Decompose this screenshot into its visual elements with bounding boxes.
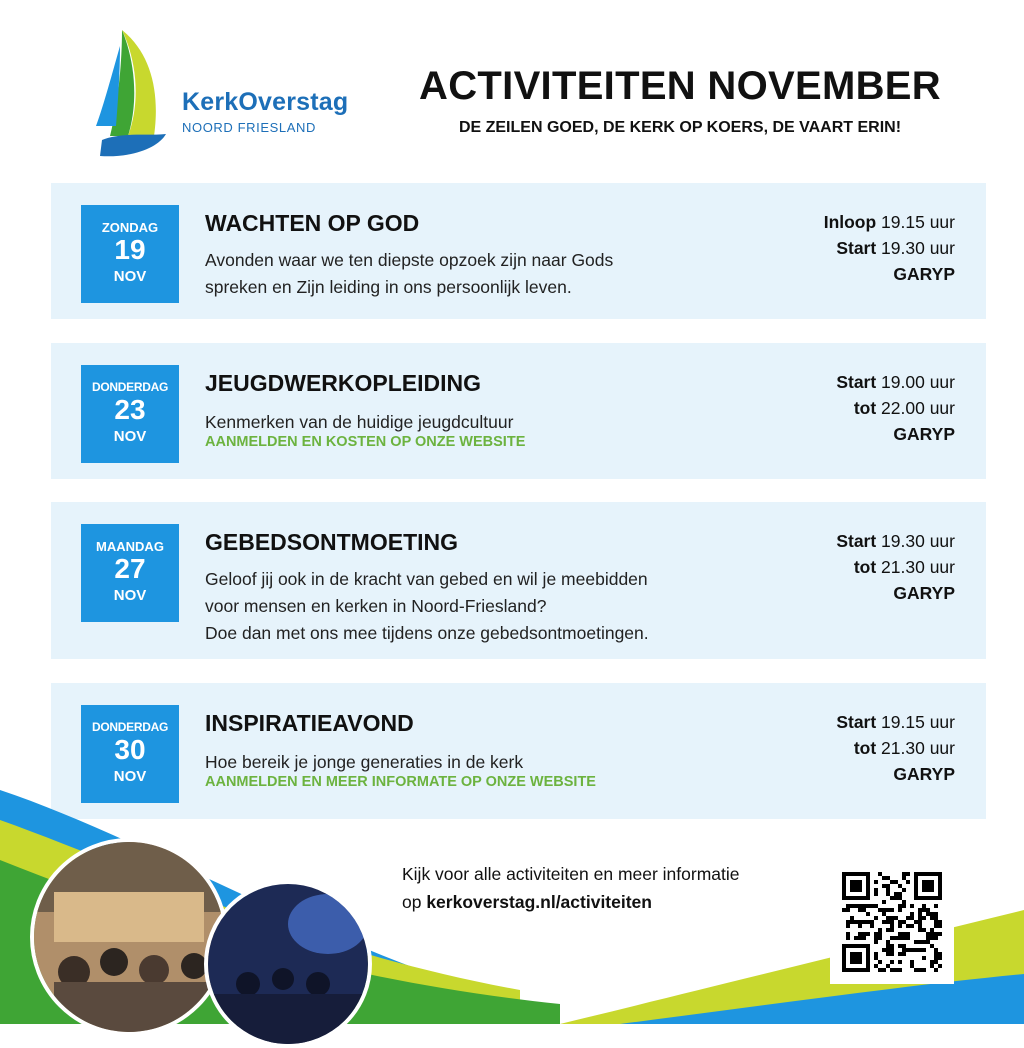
time-label: Start <box>836 372 877 392</box>
event-description-line: voor mensen en kerken in Noord-Friesland? <box>205 596 547 616</box>
event-location: GARYP <box>893 264 955 284</box>
event-description-line: Doe dan met ons mee tijdens onze gebedsontmoetingen. <box>205 623 649 643</box>
date-month: NOV <box>113 268 147 285</box>
event-card-1 <box>51 183 986 319</box>
time-label: Start <box>836 531 877 551</box>
date-badge <box>81 205 179 303</box>
event-description-line: Geloof jij ook in de kracht van gebed en wil je meebidden <box>205 569 648 589</box>
date-month: NOV <box>113 428 147 445</box>
activity-photo-1 <box>30 838 228 1036</box>
time-label: Inloop <box>823 212 877 232</box>
time-line <box>836 735 955 761</box>
footer-prefix: op <box>402 892 427 912</box>
event-times <box>836 528 955 606</box>
time-line <box>824 209 955 235</box>
date-month: NOV <box>113 587 147 604</box>
event-title: WACHTEN OP GOD <box>205 210 420 236</box>
event-location: GARYP <box>893 764 955 784</box>
event-description-line: Kenmerken van de huidige jeugdcultuur <box>205 412 514 432</box>
event-title: GEBEDSONTMOETING <box>205 529 459 555</box>
date-day-number: 27 <box>114 553 146 584</box>
date-badge <box>81 524 179 622</box>
time-value: 22.00 uur <box>876 398 955 418</box>
footer-info <box>402 860 740 916</box>
date-day-number: 19 <box>114 234 146 265</box>
time-line <box>836 709 955 735</box>
date-badge <box>81 365 179 463</box>
event-description <box>205 247 613 301</box>
event-description <box>205 749 523 776</box>
event-signup-link[interactable]: AANMELDEN EN MEER INFORMATE OP ONZE WEBSITE <box>205 774 596 790</box>
time-value: 19.15 uur <box>876 212 955 232</box>
logo-region: NOORD FRIESLAND <box>182 120 316 135</box>
logo-wordmark: KerkOverstag <box>182 88 349 116</box>
time-value: 19.15 uur <box>876 712 955 732</box>
page-title: ACTIVITEITEN NOVEMBER <box>419 64 941 108</box>
event-description <box>205 409 513 436</box>
time-line <box>836 554 955 580</box>
time-label: tot <box>853 738 877 758</box>
time-value: 19.00 uur <box>876 372 955 392</box>
event-times <box>836 369 955 447</box>
event-title: JEUGDWERKOPLEIDING <box>205 370 482 396</box>
event-signup-link[interactable]: AANMELDEN EN KOSTEN OP ONZE WEBSITE <box>205 434 526 450</box>
time-value: 19.30 uur <box>876 238 955 258</box>
event-description <box>205 566 649 647</box>
event-description-line: Avonden waar we ten diepste opzoek zijn naar Gods <box>205 250 614 270</box>
event-location: GARYP <box>893 424 955 444</box>
event-description-line: Hoe bereik je jonge generaties in de kerk <box>205 752 524 772</box>
event-location: GARYP <box>893 583 955 603</box>
time-value: 21.30 uur <box>876 557 955 577</box>
date-day-number: 30 <box>114 734 146 765</box>
event-card-2 <box>51 343 986 479</box>
event-times <box>824 209 955 287</box>
page-subtitle: DE ZEILEN GOED, DE KERK OP KOERS, DE VAART ERIN! <box>458 119 902 136</box>
time-line <box>836 369 955 395</box>
date-weekday: MAANDAG <box>96 539 164 554</box>
date-weekday: ZONDAG <box>101 220 159 235</box>
date-weekday: DONDERDAG <box>92 720 168 734</box>
time-label: tot <box>853 398 877 418</box>
date-weekday: DONDERDAG <box>92 380 168 394</box>
time-label: Start <box>836 238 877 258</box>
event-description-line: spreken en Zijn leiding in ons persoonlijk leven. <box>205 277 572 297</box>
event-times <box>836 709 955 787</box>
website-link[interactable]: kerkoverstag.nl/activiteiten <box>426 892 652 912</box>
time-line <box>824 235 955 261</box>
date-month: NOV <box>113 768 147 785</box>
event-title: INSPIRATIEAVOND <box>205 710 414 736</box>
footer-line <box>402 888 740 916</box>
event-card-3 <box>51 502 986 659</box>
date-day-number: 23 <box>114 394 146 425</box>
footer-line: Kijk voor alle activiteiten en meer informatie <box>402 864 740 884</box>
time-value: 19.30 uur <box>876 531 955 551</box>
activity-photo-2 <box>204 880 372 1048</box>
sailboat-logo-icon <box>92 24 172 164</box>
brand-logo <box>92 24 362 164</box>
date-badge <box>81 705 179 803</box>
time-value: 21.30 uur <box>876 738 955 758</box>
time-label: Start <box>836 712 877 732</box>
time-line <box>836 528 955 554</box>
qr-code-icon[interactable] <box>830 860 954 984</box>
time-line <box>836 395 955 421</box>
time-label: tot <box>853 557 877 577</box>
